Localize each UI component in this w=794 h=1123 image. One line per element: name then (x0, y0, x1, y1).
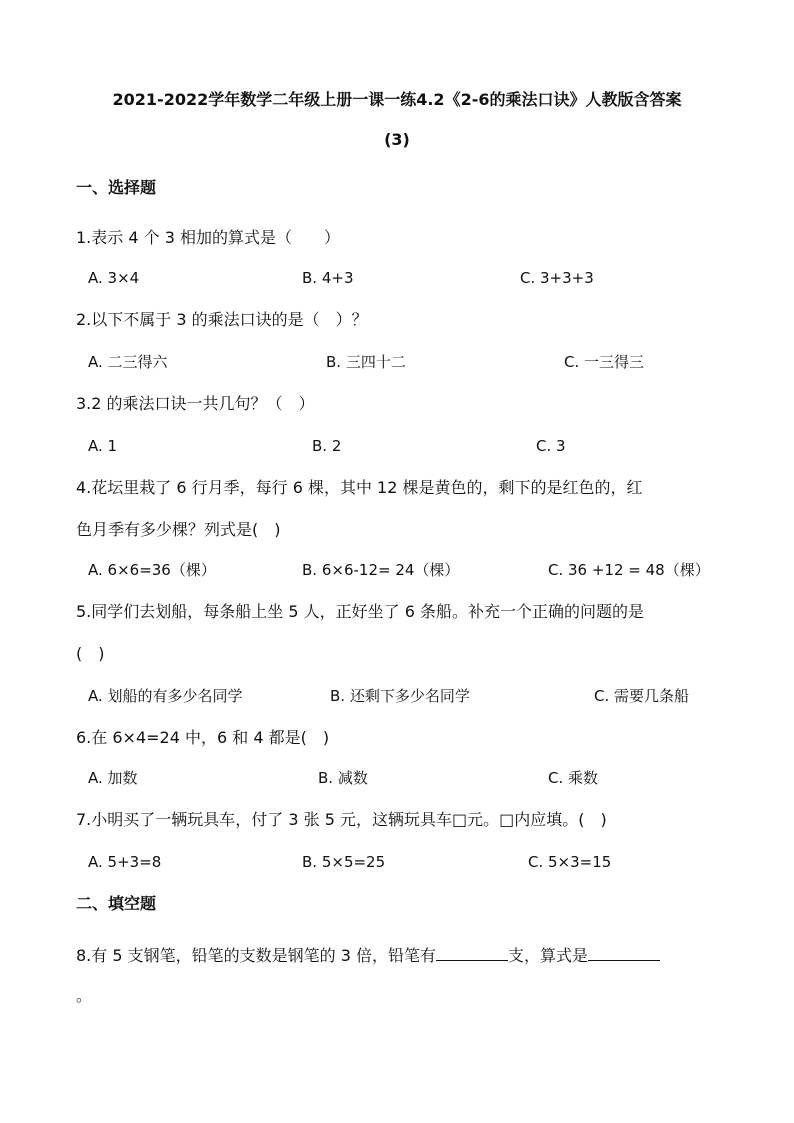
question-3-options (88, 434, 728, 458)
question-1-options (88, 266, 728, 290)
question-4-line2: 色月季有多少棵？列式是( ) (76, 520, 281, 539)
option-a: A. 二三得六 (88, 353, 168, 371)
option-a: A. 5+3=8 (88, 853, 162, 871)
section-heading-fill: 二、填空题 (76, 894, 157, 913)
option-a: A. 加数 (88, 769, 138, 787)
answer-blank-equation[interactable] (588, 942, 660, 961)
question-6-options (88, 766, 728, 790)
option-a: A. 3×4 (88, 269, 140, 287)
question-3: 3.2 的乘法口诀一共几句？（ ） (76, 394, 315, 413)
section-heading-choice: 一、选择题 (76, 178, 157, 197)
question-4-options (88, 558, 728, 582)
option-b: B. 还剩下多少名同学 (330, 687, 470, 705)
question-8-text-part2: 支，算式是 (507, 946, 588, 965)
question-5-options (88, 684, 728, 708)
option-c: C. 一三得三 (564, 353, 645, 371)
option-c: C. 乘数 (548, 769, 599, 787)
question-7-options (88, 850, 728, 874)
answer-blank-pencil-count[interactable] (436, 942, 508, 961)
option-b: B. 6×6-12= 24（棵） (302, 561, 460, 579)
question-6: 6.在 6×4=24 中，6 和 4 都是( ) (76, 728, 330, 747)
question-8-end: 。 (76, 986, 93, 1005)
question-8 (76, 942, 660, 968)
question-4-line1: 4.花坛里栽了 6 行月季，每行 6 棵，其中 12 棵是黄色的，剩下的是红色的，红 (76, 478, 643, 497)
question-2: 2.以下不属于 3 的乘法口诀的是（ ）？ (76, 310, 368, 329)
document-title-suffix: (3) (384, 130, 410, 149)
question-7: 7.小明买了一辆玩具车，付了 3 张 5 元，这辆玩具车□元。□内应填。( ) (76, 810, 607, 829)
option-b: B. 三四十二 (326, 353, 406, 371)
option-a: A. 1 (88, 437, 118, 455)
option-b: B. 5×5=25 (302, 853, 386, 871)
option-b: B. 2 (312, 437, 342, 455)
option-c: C. 36 +12 = 48（棵） (548, 561, 710, 579)
question-5-line2: ( ) (76, 644, 105, 663)
option-c: C. 3+3+3 (520, 269, 594, 287)
document-title: 2021-2022学年数学二年级上册一课一练4.2《2-6的乘法口诀》人教版含答案 (112, 90, 682, 109)
option-a: A. 划船的有多少名同学 (88, 687, 243, 705)
question-5-line1: 5.同学们去划船，每条船上坐 5 人，正好坐了 6 条船。补充一个正确的问题的是 (76, 602, 644, 621)
option-b: B. 4+3 (302, 269, 354, 287)
option-c: C. 5×3=15 (528, 853, 612, 871)
question-8-text-part1: 8.有 5 支钢笔，铅笔的支数是钢笔的 3 倍，铅笔有 (76, 946, 436, 965)
question-1: 1.表示 4 个 3 相加的算式是（ ） (76, 228, 340, 247)
option-c: C. 需要几条船 (594, 687, 690, 705)
option-c: C. 3 (536, 437, 566, 455)
option-a: A. 6×6=36（棵） (88, 561, 216, 579)
option-b: B. 减数 (318, 769, 368, 787)
question-2-options (88, 350, 728, 374)
